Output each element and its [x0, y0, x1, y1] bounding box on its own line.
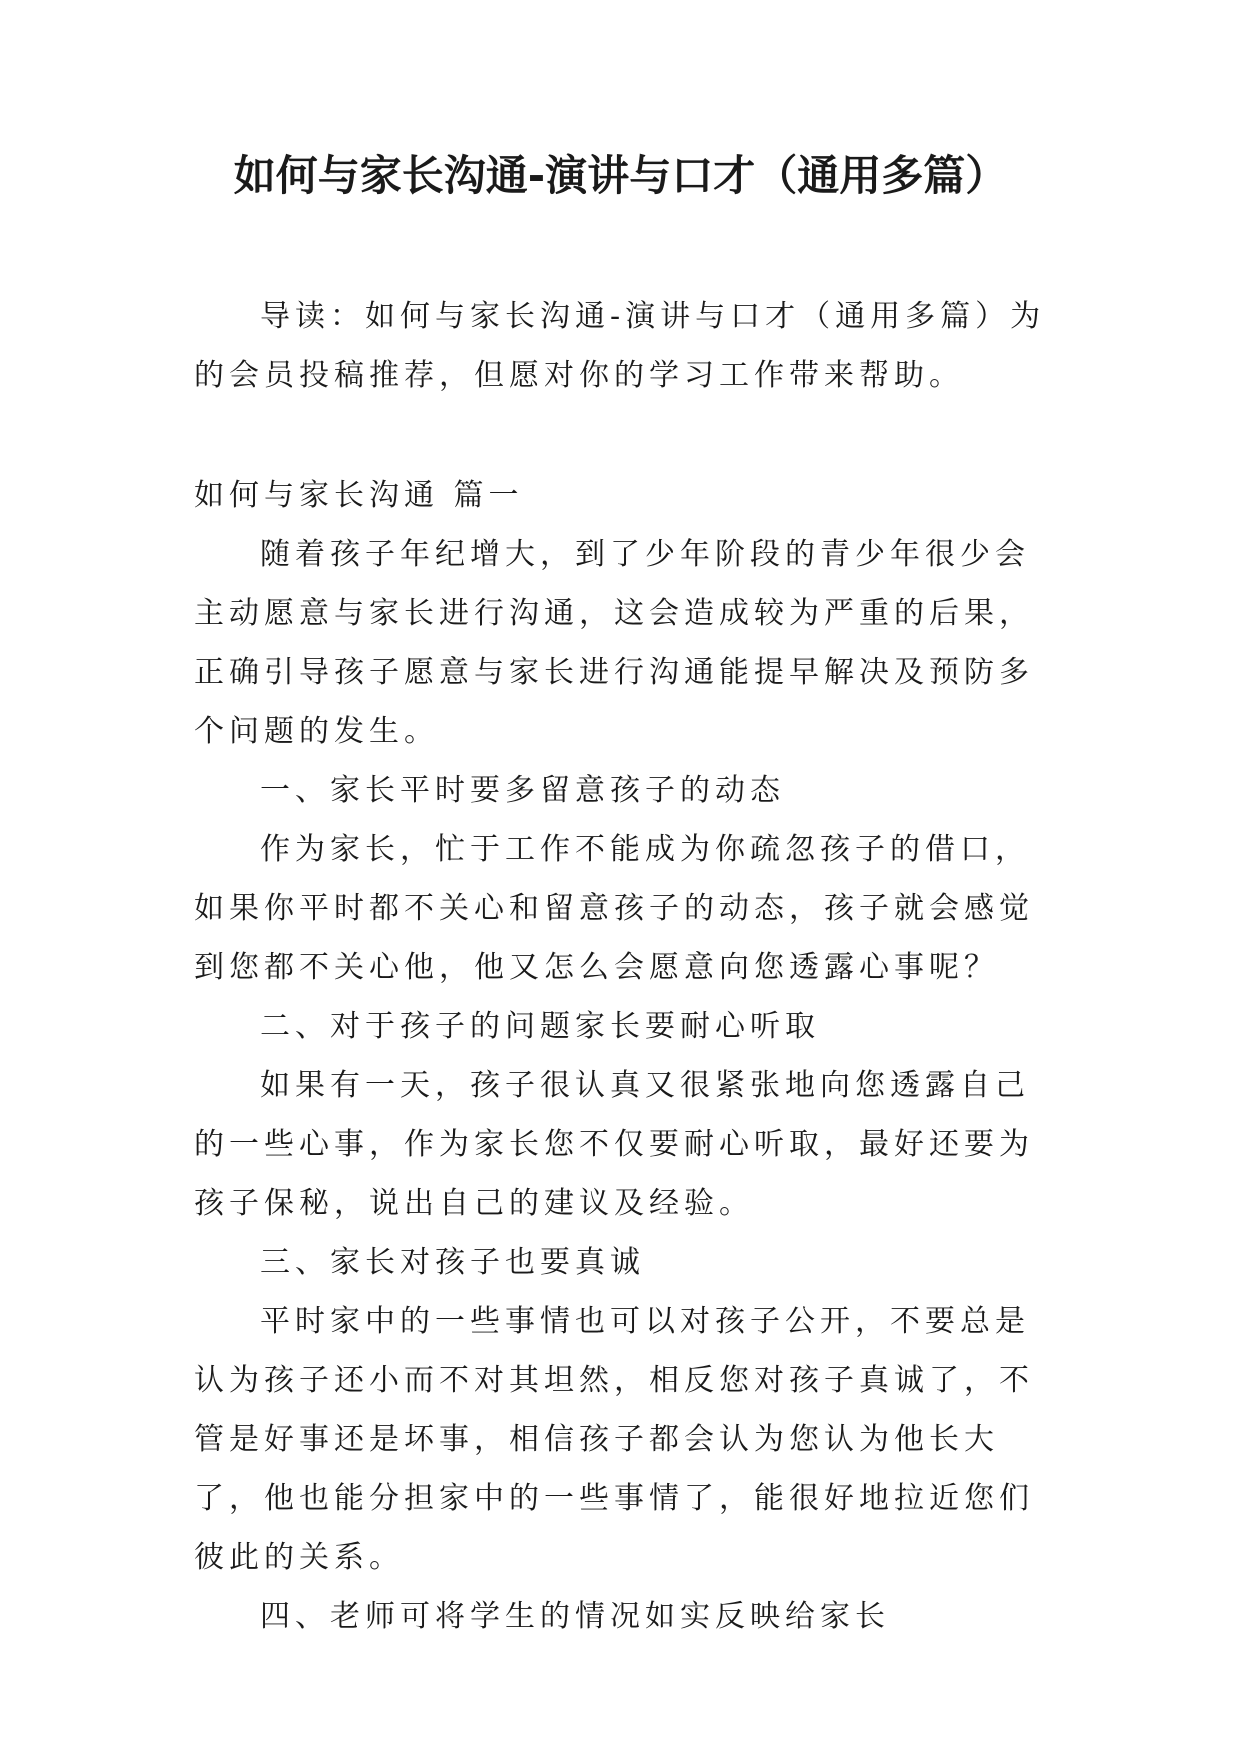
subheading-3: 三、家长对孩子也要真诚 [260, 1245, 645, 1280]
article-body [194, 466, 1050, 1646]
body-paragraph: 作为家长，忙于工作不能成为你疏忽孩子的借口，如果你平时都不关心和留意孩子的动态，孩子就会感觉到您都不关心他，他又怎么会愿意向您透露心事呢？ [194, 832, 1034, 985]
intro-paragraph: 导读：如何与家长沟通-演讲与口才（通用多篇）为的会员投稿推荐，但愿对你的学习工作带来帮助。 [194, 299, 1046, 393]
section-heading: 如何与家长沟通 篇一 [194, 478, 524, 513]
body-paragraph: 如果有一天，孩子很认真又很紧张地向您透露自己的一些心事，作为家长您不仅要耐心听取，最好还要为孩子保秘，说出自己的建议及经验。 [194, 1068, 1034, 1221]
document-title: 如何与家长沟通-演讲与口才（通用多篇） [233, 151, 1008, 200]
body-paragraph: 随着孩子年纪增大，到了少年阶段的青少年很少会主动愿意与家长进行沟通，这会造成较为严重的后果，正确引导孩子愿意与家长进行沟通能提早解决及预防多个问题的发生。 [194, 537, 1034, 749]
body-paragraph: 平时家中的一些事情也可以对孩子公开，不要总是认为孩子还小而不对其坦然，相反您对孩子真诚了，不管是好事还是坏事，相信孩子都会认为您认为他长大了，他也能分担家中的一些事情了，能很好地拉近您们彼此的关系。 [194, 1304, 1034, 1575]
subheading-2: 二、对于孩子的问题家长要耐心听取 [260, 1009, 820, 1044]
subheading-1: 一、家长平时要多留意孩子的动态 [260, 773, 785, 808]
subheading-4: 四、老师可将学生的情况如实反映给家长 [260, 1599, 890, 1634]
